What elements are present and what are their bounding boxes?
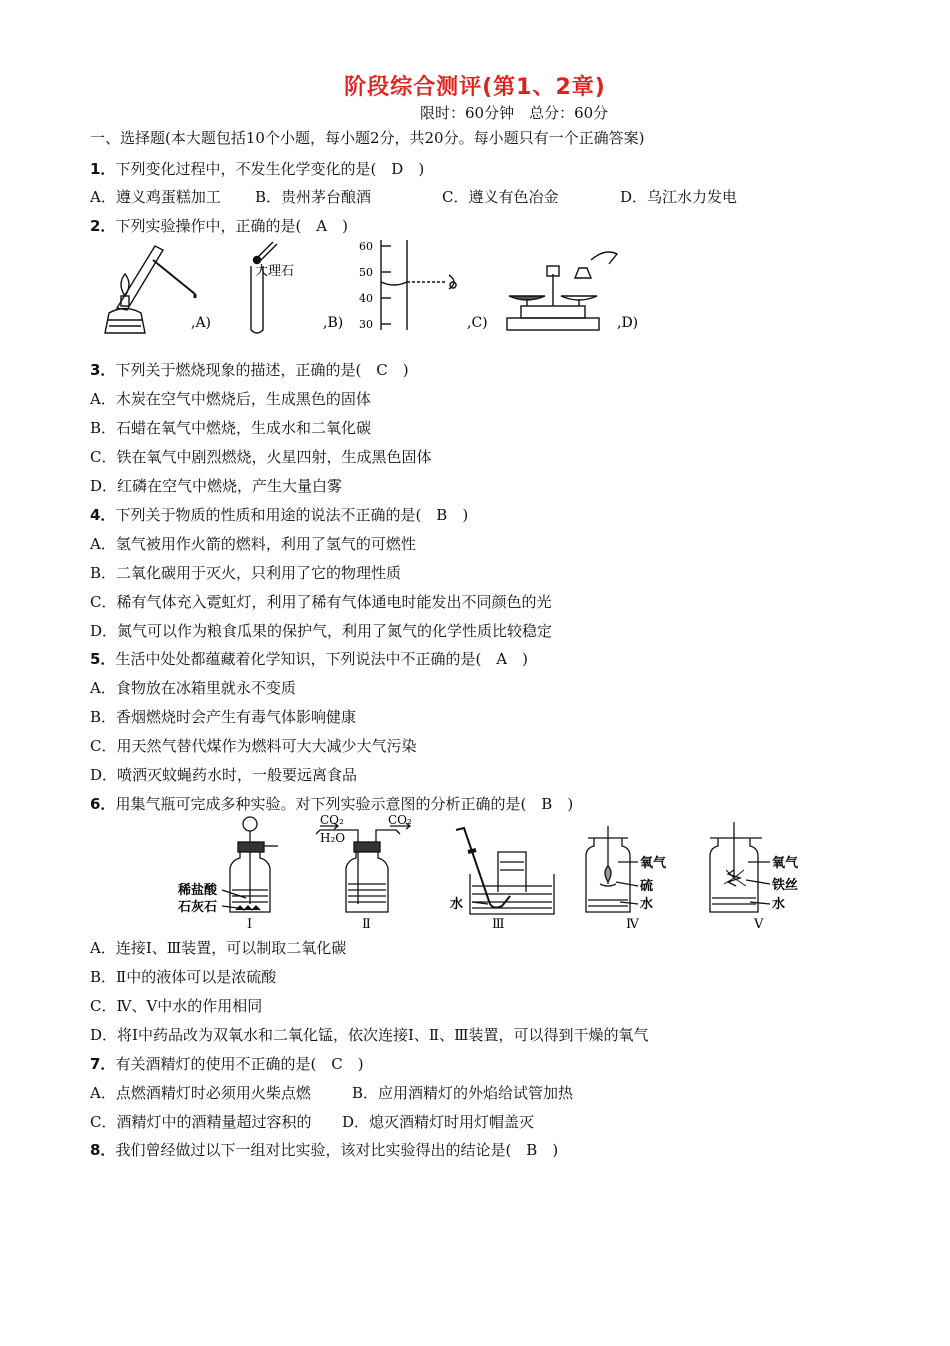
water-collection-icon	[456, 828, 554, 914]
question-1	[90, 159, 424, 179]
question-number: 8．	[90, 1141, 116, 1159]
iron-wire-label: 铁丝	[772, 878, 799, 893]
option-b-label: ,B)	[323, 315, 344, 331]
option-d: D．将Ⅰ中药品改为双氧水和二氧化锰，依次连接Ⅰ、Ⅱ、Ⅲ装置，可以得到干燥的氧气	[90, 1026, 649, 1044]
option-a: A．食物放在冰箱里就永不变质	[90, 679, 296, 697]
option-a: A．连接Ⅰ、Ⅲ装置，可以制取二氧化碳	[90, 939, 347, 957]
sulfur-burning-bottle-icon	[586, 826, 638, 912]
option-c: C．Ⅳ、Ⅴ中水的作用相同	[90, 997, 263, 1015]
question-number: 7．	[90, 1055, 116, 1073]
marble-label: 大理石	[255, 264, 295, 279]
q6-figure	[170, 812, 820, 934]
question-stem: 我们曾经做过以下一组对比实验，该对比实验得出的结论是( B )	[115, 1141, 559, 1159]
sulfur-label: 硫	[640, 879, 654, 894]
question-7-options-row-1	[90, 1083, 573, 1103]
option-d-label: ,D)	[617, 315, 639, 331]
co2-in-label: CO₂	[320, 813, 344, 827]
option-b: B．二氧化碳用于灭火，只利用了它的物理性质	[90, 564, 402, 582]
question-stem: 下列关于物质的性质和用途的说法不正确的是( B )	[115, 506, 469, 524]
iron-burning-bottle-icon	[710, 822, 770, 912]
alcohol-lamp-heating-icon	[105, 246, 195, 333]
oxygen-label: 氧气	[640, 856, 667, 871]
question-8	[90, 1140, 558, 1160]
question-5	[90, 649, 528, 669]
option-a: A．点燃酒精灯时必须用火柴点燃	[90, 1084, 311, 1102]
option-b: B．Ⅱ中的液体可以是浓硫酸	[90, 968, 277, 986]
graduated-cylinder-icon	[381, 240, 456, 330]
question-number: 2．	[90, 217, 116, 235]
option-a: A．遵义鸡蛋糕加工	[90, 188, 221, 206]
q2-figure	[95, 238, 655, 338]
fig-label-4: Ⅳ	[626, 917, 639, 932]
question-stem: 下列实验操作中，正确的是( A )	[115, 217, 348, 235]
limestone-label: 石灰石	[178, 900, 218, 915]
question-2	[90, 216, 348, 236]
option-b: B．石蜡在氧气中燃烧，生成水和二氧化碳	[90, 419, 372, 437]
option-c: C．遵义有色冶金	[442, 188, 559, 206]
acid-label: 稀盐酸	[178, 883, 218, 898]
option-c: C．铁在氧气中剧烈燃烧，火星四射，生成黑色固体	[90, 448, 432, 466]
tick-40: 40	[359, 292, 373, 305]
option-d: D．氮气可以作为粮食瓜果的保护气，利用了氮气的化学性质比较稳定	[90, 622, 553, 640]
question-7-options-row-2	[90, 1112, 534, 1132]
question-7	[90, 1054, 364, 1074]
option-c: C．酒精灯中的酒精量超过容积的	[90, 1113, 312, 1131]
question-4	[90, 505, 468, 525]
question-number: 1．	[90, 160, 116, 178]
test-tube-tweezers-icon	[251, 242, 277, 333]
option-d: D．红磷在空气中燃烧，产生大量白雾	[90, 477, 343, 495]
fig-label-3: Ⅲ	[492, 917, 505, 932]
water-label: 水	[640, 897, 654, 912]
option-d: D．喷洒灭蚊蝇药水时，一般要远离食品	[90, 766, 358, 784]
fig-label-1: Ⅰ	[247, 917, 253, 932]
question-stem: 生活中处处都蕴藏着化学知识，下列说法中不正确的是( A )	[115, 650, 528, 668]
fig-label-5: Ⅴ	[754, 917, 764, 932]
question-3	[90, 360, 409, 380]
question-stem: 下列关于燃烧现象的描述，正确的是( C )	[115, 361, 409, 379]
question-number: 3．	[90, 361, 116, 379]
fig-label-2: Ⅱ	[362, 917, 371, 932]
tick-60: 60	[359, 240, 373, 253]
page-title: 阶段综合测评(第1、2章)	[344, 75, 606, 100]
option-c-label: ,C)	[467, 315, 488, 331]
section-heading: 一、选择题(本大题包括10个小题，每小题2分，共20分。每小题只有一个正确答案)	[90, 129, 645, 147]
gas-generation-bottle-icon	[222, 817, 278, 912]
question-1-options	[90, 187, 737, 207]
question-number: 6．	[90, 795, 116, 813]
question-6	[90, 794, 573, 814]
option-c: C．稀有气体充入霓虹灯，利用了稀有气体通电时能发出不同颜色的光	[90, 593, 552, 611]
tick-30: 30	[359, 318, 373, 331]
option-b: B．应用酒精灯的外焰给试管加热	[352, 1084, 574, 1102]
option-d: D．乌江水力发电	[620, 188, 738, 206]
question-number: 5．	[90, 650, 116, 668]
question-number: 4．	[90, 506, 116, 524]
option-a-label: ,A)	[191, 315, 212, 331]
tick-50: 50	[359, 266, 373, 279]
h2o-label: H₂O	[320, 831, 346, 845]
page-subtitle: 限时：60分钟 总分：60分	[420, 104, 609, 122]
option-b: B．香烟燃烧时会产生有毒气体影响健康	[90, 708, 357, 726]
co2-out-label: CO₂	[388, 813, 412, 827]
option-a: A．氢气被用作火箭的燃料，利用了氢气的可燃性	[90, 535, 416, 553]
water-label: 水	[450, 897, 464, 912]
question-stem: 下列变化过程中，不发生化学变化的是( D )	[115, 160, 425, 178]
oxygen-label: 氧气	[772, 856, 799, 871]
water-label: 水	[772, 897, 786, 912]
balance-scale-icon	[507, 252, 617, 330]
question-stem: 用集气瓶可完成多种实验。对下列实验示意图的分析正确的是( B )	[115, 795, 574, 813]
option-c: C．用天然气替代煤作为燃料可大大减少大气污染	[90, 737, 417, 755]
option-a: A．木炭在空气中燃烧后，生成黑色的固体	[90, 390, 371, 408]
option-b: B．贵州茅台酿酒	[255, 188, 372, 206]
question-stem: 有关酒精灯的使用不正确的是( C )	[115, 1055, 364, 1073]
option-d: D．熄灭酒精灯时用灯帽盖灭	[342, 1113, 535, 1131]
